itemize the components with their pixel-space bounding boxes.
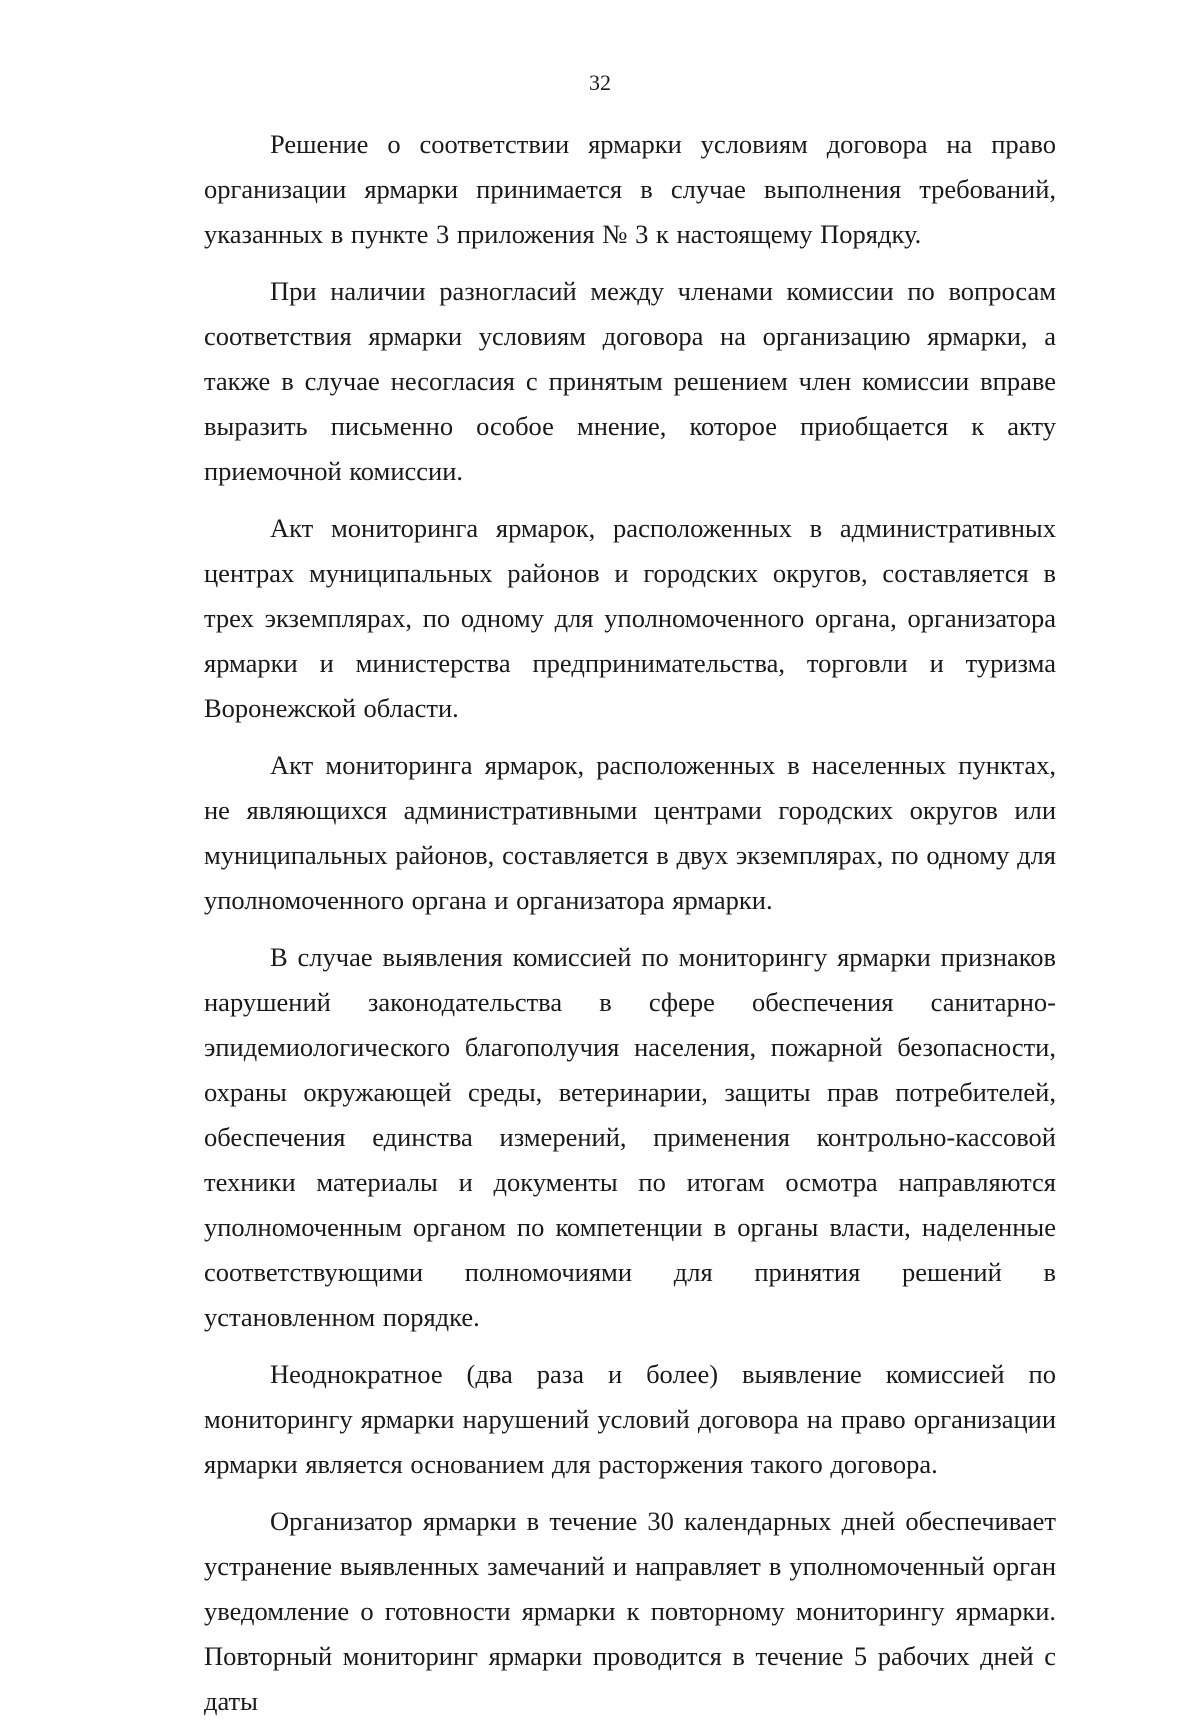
paragraph-violations-referral: В случае выявления комиссией по мониторингу ярмарки признаков нарушений законодательства в сфере обеспечения санитарно-эпидемиологического благополучия населения, пожарной безопасности, охраны окружающей среды, ветеринарии, защиты прав потребителей, обеспечения единства измерений, применения контрольно-кассовой техники материалы и документы по итогам осмотра направляются уполномоченным органом по компетенции в органы власти, наделенные соответствующими полномочиями для принятия решений в установленном порядке. bbox=[204, 942, 1056, 1332]
paragraph-commission-disagreement: При наличии разногласий между членами комиссии по вопросам соответствия ярмарки условиям договора на организацию ярмарки, а также в случае несогласия с принятым решением член комиссии вправе выразить письменно особое мнение, которое приобщается к акту приемочной комиссии. bbox=[204, 276, 1056, 486]
paragraph-fair-compliance-decision: Решение о соответствии ярмарки условиям договора на право организации ярмарки принимается в случае выполнения требований, указанных в пункте 3 приложения № 3 к настоящему Порядку. bbox=[204, 129, 1056, 249]
paragraph-monitoring-act-admin-centers: Акт мониторинга ярмарок, расположенных в административных центрах муниципальных районов и городских округов, составляется в трех экземплярах, по одному для уполномоченного органа, организатора ярмарки и министерства предпринимательства, торговли и туризма Воронежской области. bbox=[204, 513, 1056, 723]
paragraph-monitoring-act-settlements: Акт мониторинга ярмарок, расположенных в населенных пунктах, не являющихся административными центрами городских округов или муниципальных районов, составляется в двух экземплярах, по одному для уполномоченного органа и организатора ярмарки. bbox=[204, 750, 1056, 915]
document-body bbox=[204, 122, 1056, 1736]
page-number: 32 bbox=[589, 70, 611, 95]
paragraph-contract-termination: Неоднократное (два раза и более) выявление комиссией по мониторингу ярмарки нарушений условий договора на право организации ярмарки является основанием для расторжения такого договора. bbox=[204, 1359, 1056, 1479]
paragraph-remediation-deadline: Организатор ярмарки в течение 30 календарных дней обеспечивает устранение выявленных замечаний и направляет в уполномоченный орган уведомление о готовности ярмарки к повторному мониторингу ярмарки. Повторный мониторинг ярмарки проводится в течение 5 рабочих дней с даты bbox=[204, 1506, 1056, 1716]
